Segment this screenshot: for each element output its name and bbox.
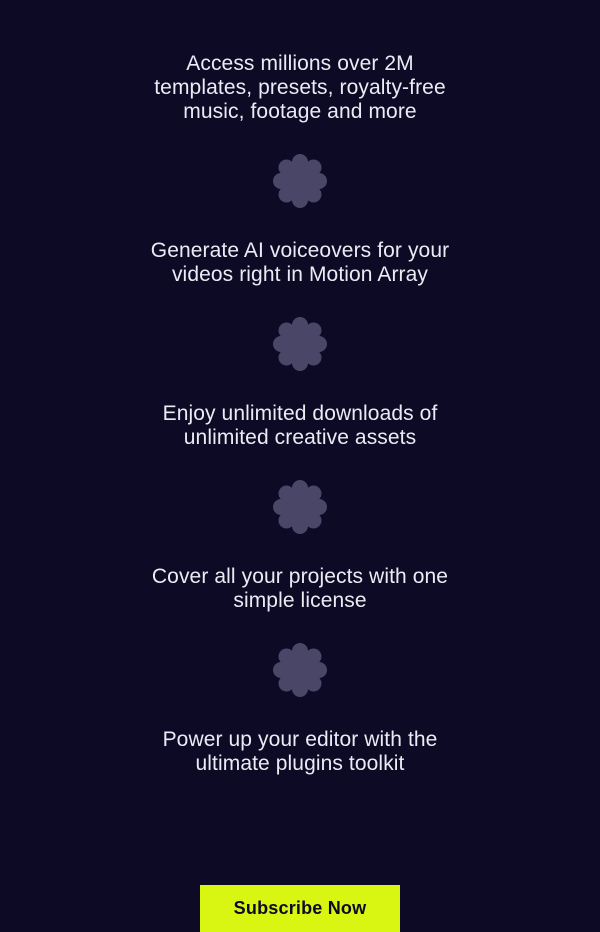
feature-text-1: Access millions over 2M templates, presets, royalty-free music, footage and more	[154, 52, 446, 123]
subscribe-now-button[interactable]: Subscribe Now	[200, 885, 400, 932]
flower-burst-icon	[272, 642, 328, 698]
cta-container	[0, 885, 600, 932]
feature-text-2: Generate AI voiceovers for your videos right in Motion Array	[150, 239, 450, 286]
flower-burst-icon	[272, 479, 328, 535]
flower-burst-icon	[272, 153, 328, 209]
feature-text-5: Power up your editor with the ultimate plugins toolkit	[162, 728, 438, 775]
flower-burst-icon	[272, 316, 328, 372]
feature-text-4: Cover all your projects with one simple license	[151, 565, 449, 612]
feature-text-3: Enjoy unlimited downloads of unlimited creative assets	[162, 402, 438, 449]
